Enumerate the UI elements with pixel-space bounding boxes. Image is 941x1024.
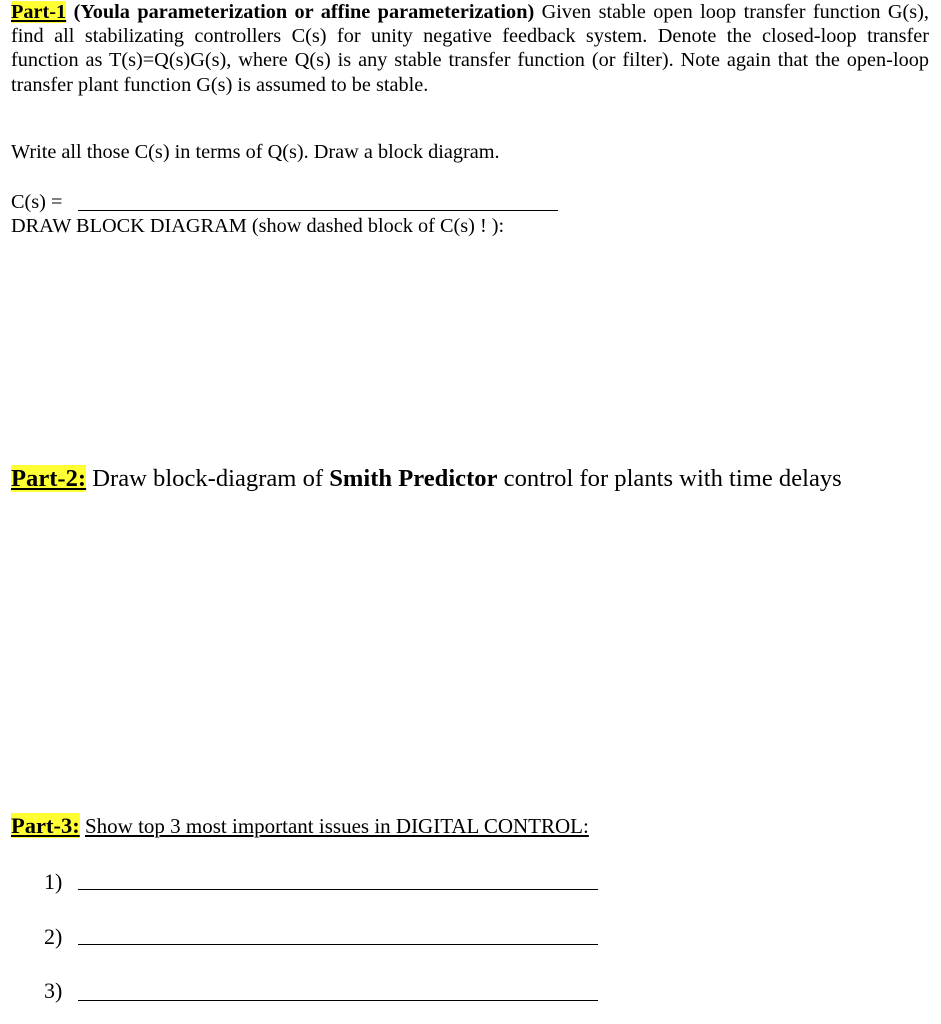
part1-title: (Youla parameterization or affine parameterization) [73,1,535,23]
answer-line-3[interactable] [78,1000,598,1001]
part3-heading [11,813,589,839]
part1-instruction: Write all those C(s) in terms of Q(s). Draw a block diagram. [11,141,500,163]
part3-text: Show top 3 most important issues in DIGITAL CONTROL: [84,814,589,838]
part2-text-after: control for plants with time delays [497,465,842,492]
answer-number-2: 2) [44,924,63,949]
cs-answer-blank[interactable] [78,210,558,211]
answer-number-1: 1) [44,869,63,894]
answer-line-1[interactable] [78,889,598,890]
answer-line-2[interactable] [78,944,598,945]
part3-label: Part-3: [11,813,80,838]
part1-body: Given stable open loop transfer function G(s), find all stabilizating controllers C(s) for unity negative feedback system. Denote the closed-loop transfer function as T(s)=Q(s)G(s), where Q(s) is any stable transfer function (or filter). Note again that the open-loop transfer plant function G(s) is assumed to be stable. [11,1,930,96]
part2-paragraph [11,464,929,494]
part2-text-before: Draw block-diagram of [86,465,330,492]
part1-paragraph [11,0,929,97]
part2-label: Part-2: [11,465,87,492]
part1-label: Part-1 [11,1,67,23]
cs-label: C(s) = [11,191,63,213]
answer-number-3: 3) [44,978,63,1003]
draw-block-diagram-instruction: DRAW BLOCK DIAGRAM (show dashed block of C(s) ! ): [11,215,505,237]
part2-bold-term: Smith Predictor [329,465,498,492]
